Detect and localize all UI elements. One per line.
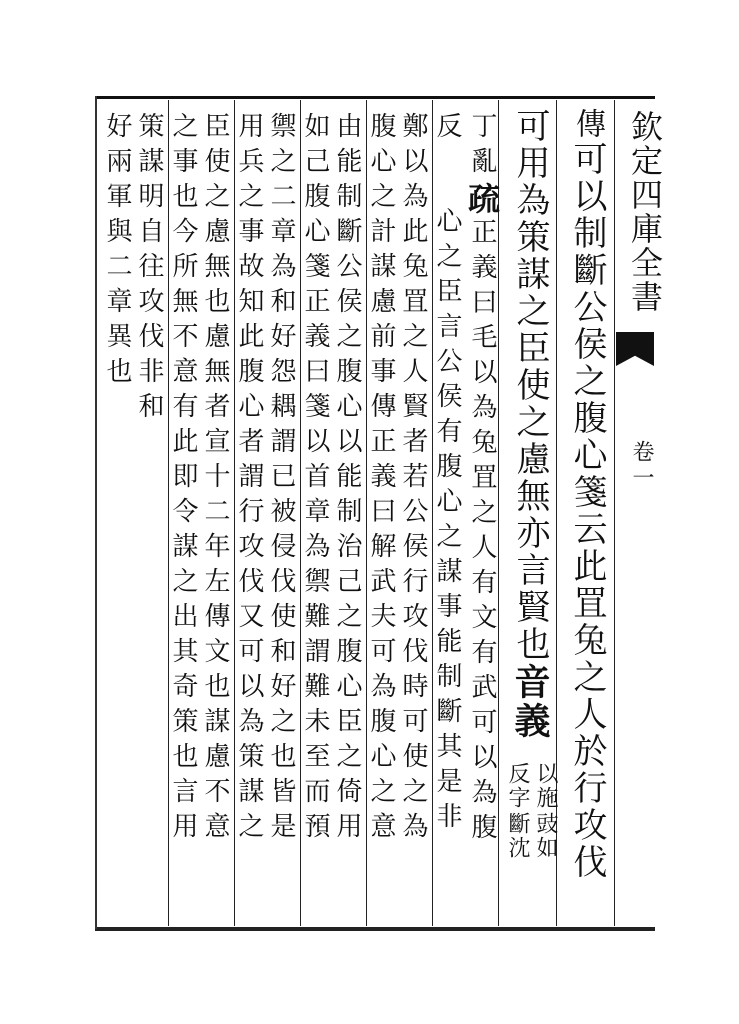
commentary-column <box>434 112 460 837</box>
text-segment: 反字 <box>505 762 530 810</box>
text-column <box>509 108 551 741</box>
column-rule <box>498 100 499 926</box>
text-segment: 斷沈 <box>505 812 530 860</box>
volume-label: 卷一 <box>629 440 654 492</box>
commentary-column <box>236 112 262 847</box>
text-segment: 腹心之計謀慮前事傳正義曰解武夫可為腹心之意 <box>366 112 396 847</box>
text-segment: 之事也今所無不意有此即令謀之出其奇策也言用 <box>168 112 198 847</box>
text-segment: 心之臣言公侯有腹心之謀事能制斷其是非 <box>432 207 462 837</box>
book-title: 欽定四庫全書 <box>626 110 664 314</box>
text-segment: 以施 <box>533 762 558 810</box>
text-segment: 正義曰毛以為兔罝之人有文有武可以為腹 <box>467 218 497 848</box>
text-segment: 策謀明自往攻伐非和 <box>134 112 164 427</box>
commentary-column <box>334 112 360 847</box>
text-segment: 傳 <box>570 108 605 141</box>
text-segment: 由能制斷公侯之腹心以能制治己之腹心臣之倚用 <box>332 112 362 847</box>
commentary-column <box>302 112 328 847</box>
text-segment: 如己腹心箋正義曰箋以首章為禦難謂難未至而預 <box>300 112 330 847</box>
text-segment: 好兩軍與二章異也 <box>102 112 132 392</box>
text-segment: 用兵之事故知此腹心者謂行攻伐又可以為策謀之 <box>234 112 264 847</box>
text-segment: 鄭以為此兔罝之人賢者若公侯行攻伐時可使之為 <box>398 112 428 847</box>
commentary-column <box>400 112 426 847</box>
annotation-subcolumn <box>506 812 528 860</box>
page-border-top <box>95 96 655 99</box>
text-segment: 豉如 <box>533 812 558 860</box>
commentary-column <box>463 112 501 848</box>
text-segment: 臣使之慮無也慮無者宣十二年左傳文也謀慮不意 <box>200 112 230 847</box>
text-column <box>567 108 607 881</box>
text-segment: 禦之二章為和好怨耦謂已被侵伐使和好之也皆是 <box>266 112 296 847</box>
annotation-subcolumn <box>534 812 556 860</box>
annotation-subcolumn <box>506 762 528 810</box>
page-border-bottom <box>95 927 655 931</box>
commentary-column <box>170 112 196 847</box>
text-segment: 反 <box>432 112 462 147</box>
column-rule <box>614 100 615 926</box>
text-segment: 可以制斷公侯之腹心箋云此罝兔之人於行攻伐 <box>567 141 607 881</box>
text-segment: 丁亂 <box>467 112 497 182</box>
commentary-column <box>368 112 394 847</box>
yinyi-marker: 音義 <box>509 663 551 741</box>
text-segment: 可用為策謀之臣使之慮無亦言賢也 <box>510 108 550 663</box>
page-border-left <box>95 96 97 929</box>
commentary-column <box>104 112 130 392</box>
commentary-column <box>136 112 162 427</box>
commentary-column <box>202 112 228 847</box>
commentary-column <box>268 112 294 847</box>
shu-marker: 疏 <box>463 182 501 218</box>
annotation-subcolumn <box>534 762 556 810</box>
